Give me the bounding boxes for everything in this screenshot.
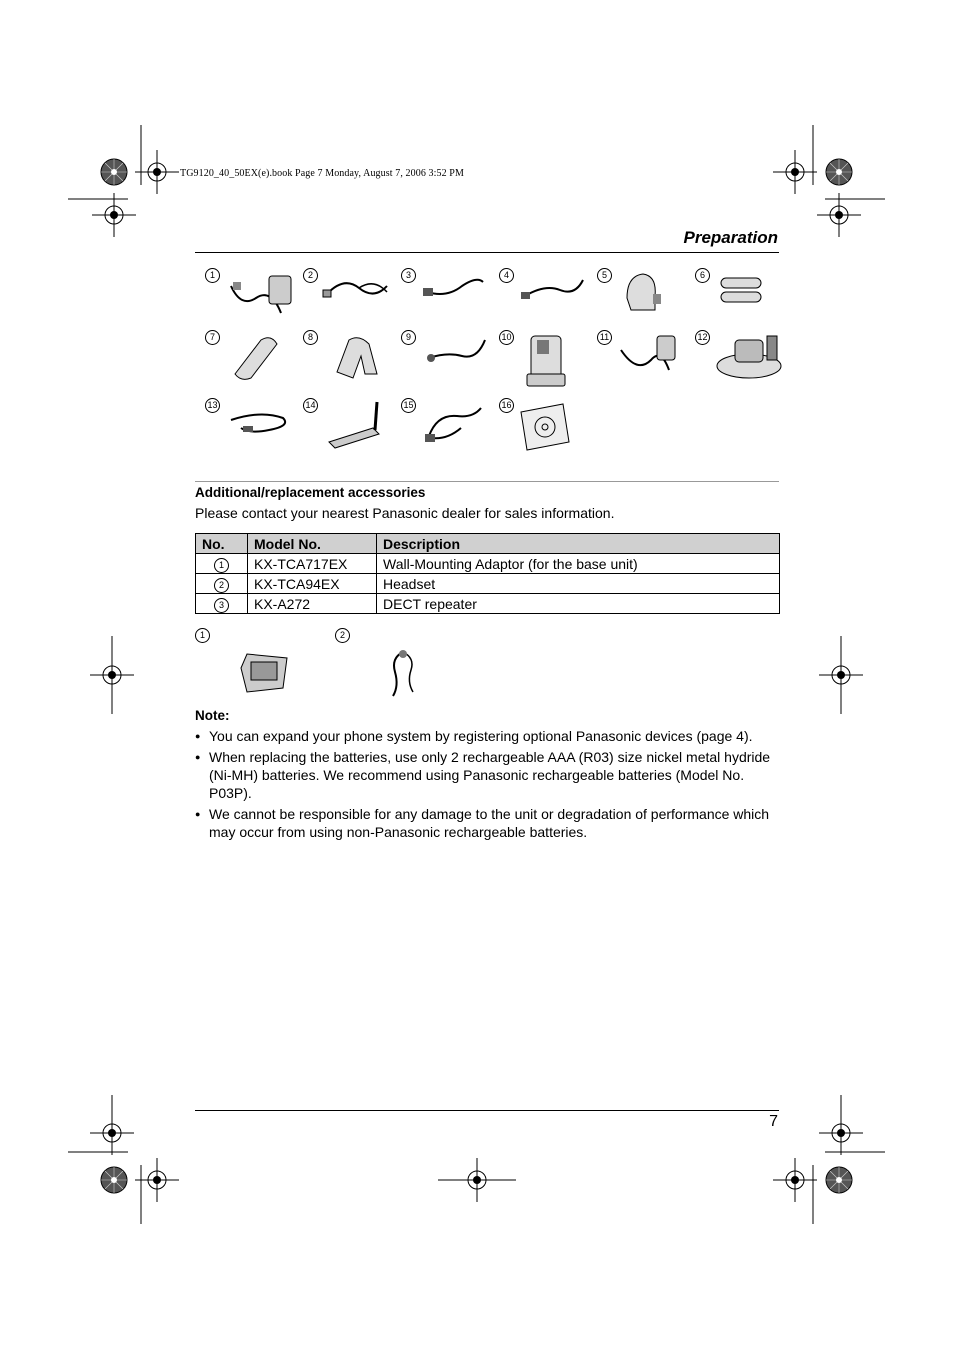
column-header-model: Model No. (248, 534, 377, 554)
cord-icon (417, 330, 492, 385)
item-number: 4 (499, 268, 514, 283)
item-number: 11 (597, 330, 612, 345)
description: Headset (377, 574, 780, 594)
cable-icon (221, 398, 296, 453)
accessory-4 (499, 268, 594, 330)
note-title: Note: (195, 708, 230, 723)
header-rule (195, 252, 779, 253)
note-list (195, 727, 785, 844)
batteries-icon (711, 268, 786, 323)
accessory-grid (205, 268, 785, 468)
accessory-14 (303, 398, 398, 460)
base-unit-icon (711, 330, 786, 385)
ac-adaptor-icon (221, 268, 296, 323)
footer-rule (195, 1110, 779, 1111)
table-row (196, 594, 780, 614)
accessory-13 (205, 398, 300, 460)
charger-icon (515, 330, 590, 390)
accessories-table (195, 533, 780, 614)
section-title: Preparation (683, 228, 778, 247)
accessory-11 (597, 330, 692, 392)
item-number: 5 (597, 268, 612, 283)
row-number: 2 (196, 574, 248, 594)
divider (195, 481, 779, 482)
item-number: 2 (303, 268, 318, 283)
accessory-15 (401, 398, 496, 460)
model-number: KX-TCA717EX (248, 554, 377, 574)
accessory-2 (303, 268, 398, 330)
wall-mount-adaptor-icon (237, 648, 293, 700)
description: Wall-Mounting Adaptor (for the base unit) (377, 554, 780, 574)
item-number: 8 (303, 330, 318, 345)
item-number: 9 (401, 330, 416, 345)
item-number: 16 (499, 398, 514, 413)
optional-accessory-1 (195, 628, 325, 703)
list-item: ● When replacing the batteries, use only 2 rechargeable AAA (R03) size nickel metal hydride (Ni-MH) batteries. We recommend using Panasonic rechargeable batteries (Model No. P03P). (195, 748, 785, 802)
item-number: 12 (695, 330, 710, 345)
headset-icon (385, 648, 425, 700)
accessory-1 (205, 268, 300, 330)
column-header-description: Description (377, 534, 780, 554)
accessory-7 (205, 330, 300, 392)
plug-adaptor-icon (613, 268, 688, 323)
accessory-5 (597, 268, 692, 330)
telephone-line-cord-icon (417, 268, 492, 323)
optional-accessory-2 (335, 628, 435, 703)
telephone-line-cord-icon (515, 268, 590, 323)
accessory-9 (401, 330, 496, 392)
item-number: 6 (695, 268, 710, 283)
additional-accessories-heading: Additional/replacement accessories (195, 485, 426, 500)
model-number: KX-A272 (248, 594, 377, 614)
item-number: 3 (401, 268, 416, 283)
ac-adaptor-icon (613, 330, 688, 385)
accessory-10 (499, 330, 594, 392)
page-number: 7 (769, 1113, 778, 1130)
accessory-6 (695, 268, 790, 330)
usb-adaptor-icon (319, 398, 394, 458)
item-number: 13 (205, 398, 220, 413)
accessory-12 (695, 330, 790, 392)
table-row (196, 574, 780, 594)
column-header-no: No. (196, 534, 248, 554)
item-number: 10 (499, 330, 514, 345)
item-number: 2 (335, 628, 350, 643)
accessory-16 (499, 398, 594, 460)
list-item: ● We cannot be responsible for any damage to the unit or degradation of performance which may occur from using non-Panasonic rechargeable batteries. (195, 805, 785, 841)
model-number: KX-TCA94EX (248, 574, 377, 594)
table-row (196, 554, 780, 574)
row-number: 1 (196, 554, 248, 574)
item-number: 14 (303, 398, 318, 413)
item-number: 1 (195, 628, 210, 643)
belt-clip-icon (319, 330, 394, 385)
accessory-8 (303, 330, 398, 392)
telephone-line-cord-icon (319, 268, 394, 323)
item-number: 15 (401, 398, 416, 413)
cd-rom-icon (515, 398, 590, 453)
description: DECT repeater (377, 594, 780, 614)
usb-cable-icon (417, 398, 492, 453)
print-header: TG9120_40_50EX(e).book Page 7 Monday, August 7, 2006 3:52 PM (180, 168, 464, 179)
accessory-3 (401, 268, 496, 330)
row-number: 3 (196, 594, 248, 614)
handset-cover-icon (221, 330, 296, 385)
table-header-row (196, 534, 780, 554)
item-number: 1 (205, 268, 220, 283)
list-item: ● You can expand your phone system by registering optional Panasonic devices (page 4). (195, 727, 785, 745)
additional-accessories-text: Please contact your nearest Panasonic dealer for sales information. (195, 505, 615, 521)
item-number: 7 (205, 330, 220, 345)
